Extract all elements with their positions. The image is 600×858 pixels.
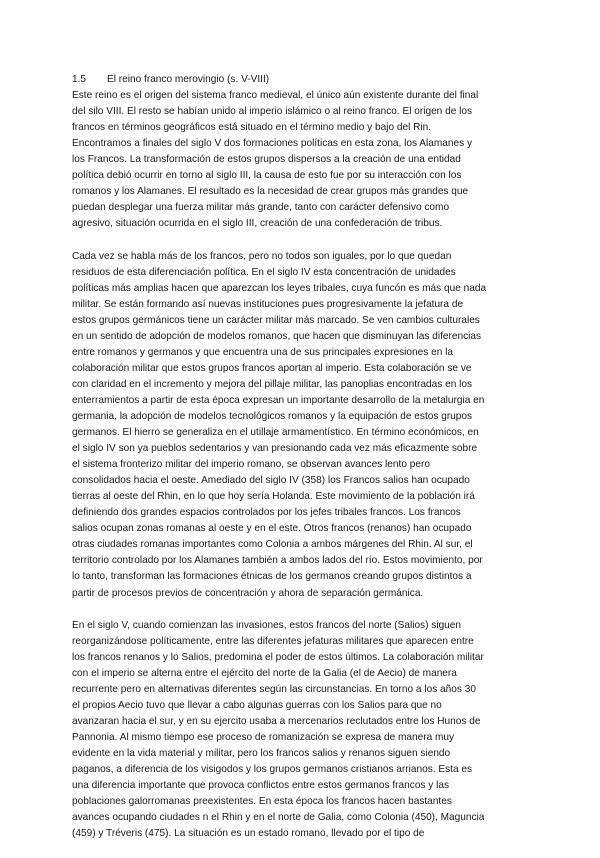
text-line: políticas más amplias hacen que aparezcan los leyes tribales, cuya funcón es más que nada	[72, 282, 487, 294]
text-line: el propios Aecio tuvo que llevar a cabo algunas guerras con los Salios para que no	[72, 699, 442, 711]
text-line: el sistema fronterizo militar del imperio romano, se observan avances lento pero	[72, 459, 430, 471]
text-line: germania, la adopción de modelos tecnológicos romanos y la equipación de estos grupos	[72, 410, 473, 422]
text-line: avanzaran hacia el sur, y en su ejercito usaba a mercenarios reclutados entre los Hunos de	[72, 715, 481, 727]
text-line: del silo VIII. El resto se habían unido al imperio islámico o al reino franco. El origen de los	[72, 106, 473, 118]
text-line: poblaciones galorromanas preexistentes. En esta época los francos hacen bastantes	[72, 796, 452, 808]
text-line: salios ocupan zonas romanas al oeste y en el este. Otros francos (renanos) han ocupado	[72, 523, 472, 535]
text-line: Este reino es el origen del sistema franco medieval, el único aún existente durante del final	[72, 90, 479, 102]
text-line: entre romanos y germanos y que encuentra una de sus principales expresiones en la	[72, 346, 453, 358]
text-line: francos en términos geográficos está situado en el término medio y bajo del Rin.	[72, 122, 432, 134]
section-number: 1.5	[72, 74, 87, 85]
text-line: germanos. El hierro se generaliza en el utillaje armamentístico. En término económicos, en	[72, 427, 479, 439]
text-line: con el imperio se alterna entre el ejército del norte de la Galia (el de Aecio) de manera	[72, 667, 457, 679]
text-line: consolidados hacia el oeste. Amediado del siglo IV (358) los Francos salios han ocupado	[72, 475, 470, 487]
text-line: los Francos. La transformación de estos grupos dispersos a la creación de una entidad	[72, 154, 461, 166]
document-body	[72, 72, 532, 858]
text-line: territorio controlado por los Alamanes también a ambos lados del río. Estos movimiento, por	[72, 555, 483, 567]
text-line: residuos de esta diferenciación política. En el siglo IV esta concentración de unidades	[72, 266, 456, 278]
text-line: Encontramos a finales del siglo V dos formaciones políticas en esta zona, los Alamanes y	[72, 138, 473, 150]
text-line: otras ciudades romanas importantes como Colonia a ambos márgenes del Rhin. Al sur, el	[72, 539, 473, 551]
text-line: reorganizándose políticamente, entre las diferentes jefaturas militares que aparecen entre	[72, 635, 474, 647]
paragraph	[72, 88, 532, 232]
text-line: Cada vez se habla más de los francos, pero no todos son iguales, por lo que quedan	[72, 250, 452, 262]
text-line: evidente en la vida material y militar, pero los francos salios y renanos siguen siendo	[72, 747, 451, 759]
text-line: estos grupos germánicos tiene un carácter militar más marcado. Se ven cambios culturales	[72, 314, 480, 326]
text-line: política debió ocurrir en torno al siglo III, la causa de esto fue por su interacción con los	[72, 170, 462, 182]
text-line: (459) y Tréveris (475). La situación es un estado romano, llevado por el tipo de	[72, 828, 425, 840]
text-line: los francos renanos y lo Salios, predomina el poder de estos últimos. La colaboración militar	[72, 651, 484, 663]
text-line: militar. Se están formando así nuevas instituciones pues progresivamente la jefatura de	[72, 298, 464, 310]
paragraph	[72, 618, 532, 843]
paragraphs	[72, 88, 532, 842]
text-line: partir de procesos previos de concentración y ahora de separación germánica.	[72, 587, 424, 599]
text-line: agresivo, situación ocurrida en el siglo III, creación de una confederación de tribus.	[72, 218, 443, 230]
text-line: Pannonia. Al mismo tiempo ese proceso de romanización se expresa de manera muy	[72, 731, 455, 743]
text-line: en un sentido de adopción de modelos romanos, que hacen que disminuyan las diferencias	[72, 330, 482, 342]
text-line: tierras al oeste del Rhin, en lo que hoy sería Holanda. Este movimiento de la población irá	[72, 491, 475, 503]
text-line: colaboración militar que estos grupos francos aportan al imperio. Esta colaboración se ve	[72, 362, 472, 374]
text-line: paganos, a diferencia de los visigodos y los grupos germanos cristianos arrianos. Esta es	[72, 764, 473, 776]
text-line: una diferencia importante que provoca conflictos entre estos germanos francos y las	[72, 780, 450, 792]
text-line: romanos y los Alamanes. El resultado es la necesidad de crear grupos más grandes que	[72, 186, 469, 198]
text-line: En el siglo V, cuando comienzan las invasiones, estos francos del norte (Salios) siguen	[72, 619, 462, 631]
section-title: El reino franco merovingio (s. V-VIII)	[107, 74, 270, 85]
text-line: con claridad en el incremento y mejora del pillaje militar, las panoplias encontradas en los	[72, 378, 473, 390]
paragraph	[72, 249, 532, 602]
text-line: enterramientos a partir de esta época expresan un importante desarrollo de la metalurgia en	[72, 394, 485, 406]
text-line: lo tanto, transforman las formaciones étnicas de los germanos creando grupos distintos a	[72, 571, 472, 583]
text-line: puedan desplegar una fuerza militar más grande, tanto con carácter defensivo como	[72, 202, 450, 214]
text-line: recurrente pero en alternativas diferentes según las circunstancias. En torno a los años 30	[72, 683, 476, 695]
text-line: definiendo dos grandes espacios controlados por los jefes tribales francos. Los francos	[72, 507, 461, 519]
text-line: el siglo IV son ya pueblos sedentarios y van presionando cada vez más eficazmente sobre	[72, 443, 478, 455]
section-heading	[72, 72, 532, 88]
text-line: avances ocupando ciudades n el Rhin y en el norte de Galia, como Colonia (450), Maguncia	[72, 812, 485, 824]
